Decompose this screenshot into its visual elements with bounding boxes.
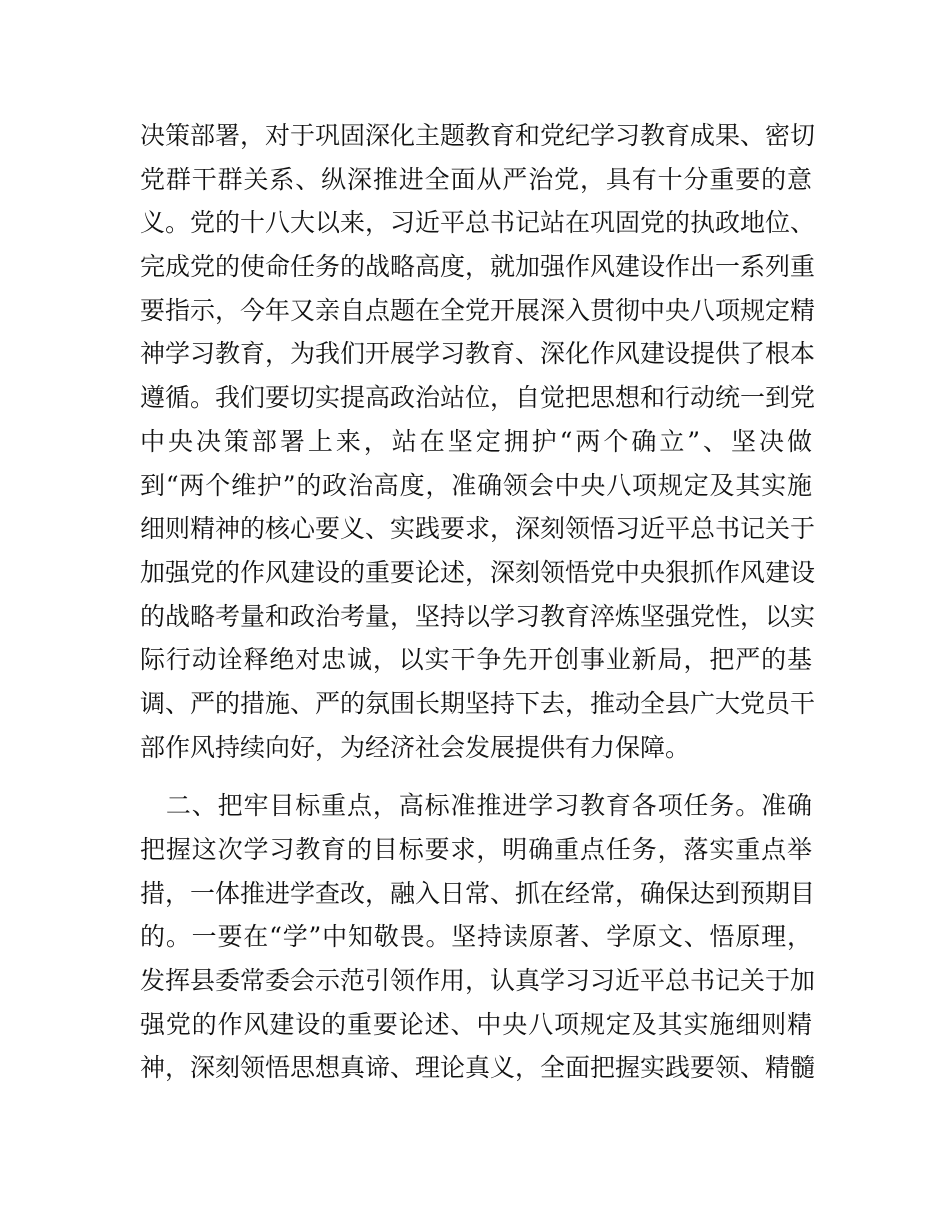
document-page <box>140 114 816 1090</box>
text-line: 神学习教育，为我们开展学习教育、深化作风建设提供了根本 <box>140 339 816 369</box>
text-line: 二、把牢目标重点，高标准推进学习教育各项任务。准确 <box>140 791 812 821</box>
text-line: 中央决策部署上来，站在坚定拥护“两个确立”、坚决做 <box>140 426 812 456</box>
text-line: 神，深刻领悟思想真谛、理论真义，全面把握实践要领、精髓 <box>140 1053 816 1083</box>
text-line: 际行动诠释绝对忠诚，以实干争先开创事业新局，把严的基 <box>140 645 812 675</box>
text-line: 强党的作风建设的重要论述、中央八项规定及其实施细则精 <box>140 1009 812 1039</box>
text-line: 发挥县委常委会示范引领作用，认真学习习近平总书记关于加 <box>140 966 816 996</box>
text-line: 加强党的作风建设的重要论述，深刻领悟党中央狠抓作风建设 <box>140 557 816 587</box>
text-line: 完成党的使命任务的战略高度，就加强作风建设作出一系列重 <box>140 252 816 282</box>
text-line: 到“两个维护”的政治高度，准确领会中央八项规定及其实施 <box>140 470 812 500</box>
text-line: 细则精神的核心要义、实践要求，深刻领悟习近平总书记关于 <box>140 514 816 544</box>
text-line: 把握这次学习教育的目标要求，明确重点任务，落实重点举 <box>140 835 812 864</box>
text-line: 义。党的十八大以来，习近平总书记站在巩固党的执政地位、 <box>140 208 816 238</box>
text-line: 要指示，今年又亲自点题在全党开展深入贯彻中央八项规定精 <box>140 295 816 325</box>
text-line: 的战略考量和政治考量，坚持以学习教育淬炼坚强党性，以实 <box>140 601 816 631</box>
text-line: 遵循。我们要切实提高政治站位，自觉把思想和行动统一到党 <box>140 383 816 413</box>
paragraph-1 <box>140 114 816 769</box>
paragraph-2-section-two <box>140 784 816 1090</box>
text-line: 调、严的措施、严的氛围长期坚持下去，推动全县广大党员干 <box>140 688 816 718</box>
text-line: 部作风持续向好，为经济社会发展提供有力保障。 <box>140 732 691 762</box>
text-line: 的。一要在“学”中知敬畏。坚持读原著、学原文、悟原理， <box>140 922 812 952</box>
text-line: 措，一体推进学查改，融入日常、抓在经常，确保达到预期目 <box>140 878 816 908</box>
text-line: 决策部署，对于巩固深化主题教育和党纪学习教育成果、密切 <box>140 121 816 150</box>
text-line: 党群干群关系、纵深推进全面从严治党，具有十分重要的意 <box>140 164 812 194</box>
